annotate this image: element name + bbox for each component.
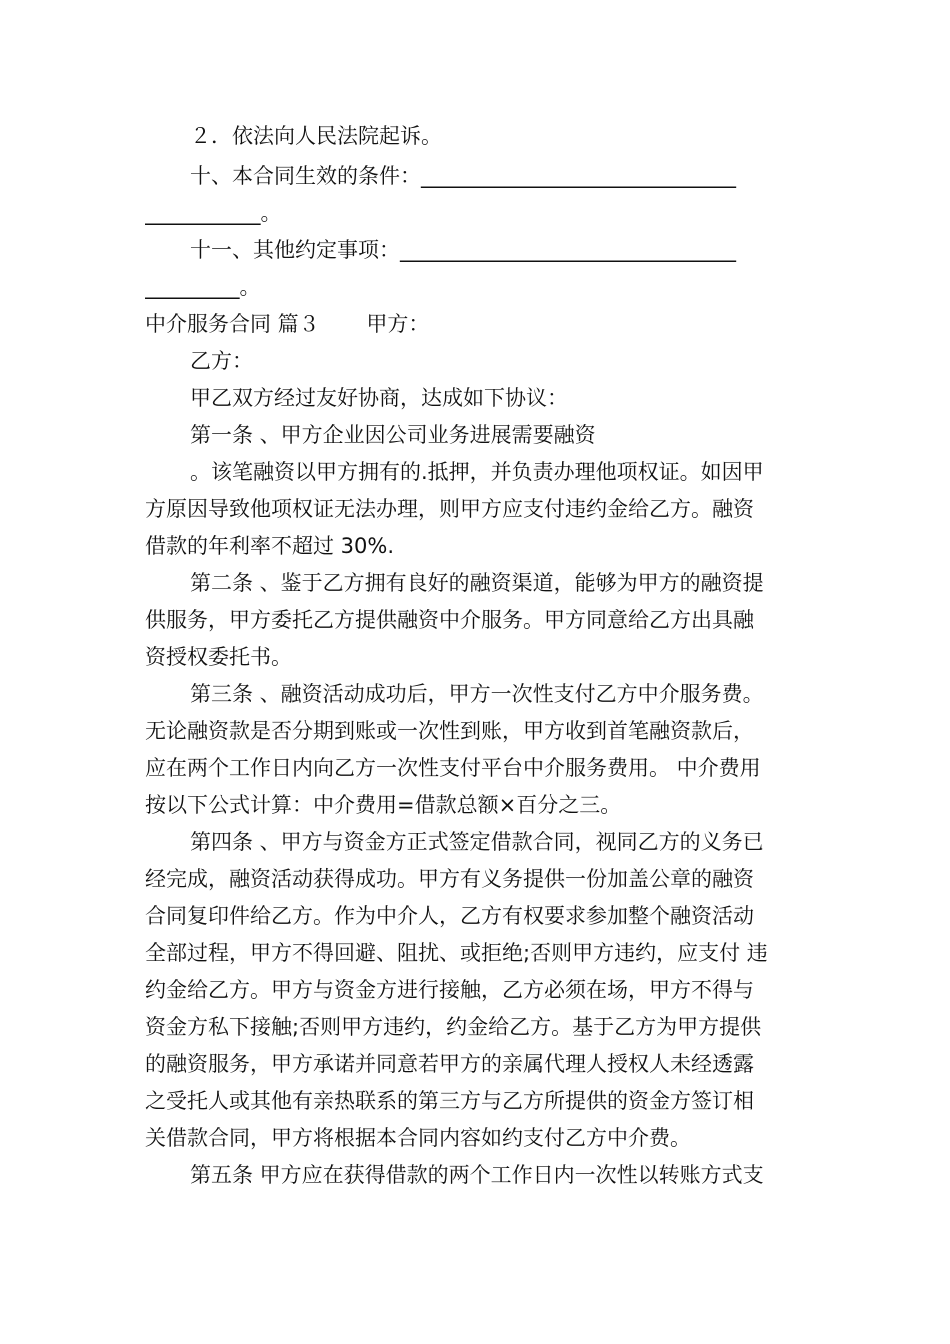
article-2-line-2: 供服务，甲方委托乙方提供融资中介服务。甲方同意给乙方出具融 <box>145 608 754 632</box>
article-1-line-3: 方原因导致他项权证无法办理，则甲方应支付违约金给乙方。融资 <box>145 497 754 521</box>
article-4-line-2: 经完成，融资活动获得成功。甲方有义务提供一份加盖公章的融资 <box>145 867 754 891</box>
article-4-line-8: 之受托人或其他有亲热联系的第三方与乙方所提供的资金方签订相 <box>145 1089 754 1113</box>
article-3-line-4: 按以下公式计算：中介费用=借款总额×百分之三。 <box>145 793 622 817</box>
article-4-line-7: 的融资服务，甲方承诺并同意若甲方的亲属代理人授权人未经透露 <box>145 1052 754 1076</box>
article-2-line-3: 资授权委托书。 <box>145 645 292 669</box>
section-heading-row <box>145 310 805 338</box>
clause-11-blank-continuation: _________。 <box>145 275 261 299</box>
article-4-line-3: 合同复印件给乙方。作为中介人，乙方有权要求参加整个融资活动 <box>145 904 754 928</box>
article-4-line-6: 资金方私下接触;否则甲方违约，约金给乙方。基于乙方为甲方提供 <box>145 1015 762 1039</box>
article-3-line-3: 应在两个工作日内向乙方一次性支付平台中介服务费用。 中介费用 <box>145 756 761 780</box>
clause-10-blank-continuation: ___________。 <box>145 201 282 225</box>
section-title: 中介服务合同 篇３ <box>145 312 320 336</box>
article-1-line-2: 。该笔融资以甲方拥有的.抵押，并负责办理他项权证。如因甲 <box>190 460 764 484</box>
party-a-label: 甲方： <box>366 312 430 336</box>
article-4-line-4: 全部过程，甲方不得回避、阻扰、或拒绝;否则甲方违约，应支付 违 <box>145 941 768 965</box>
article-5-line-1: 第五条 甲方应在获得借款的两个工作日内一次性以转账方式支 <box>190 1163 764 1187</box>
article-4-line-5: 约金给乙方。甲方与资金方进行接触，乙方必须在场，甲方不得与 <box>145 978 754 1002</box>
party-b-label: 乙方： <box>190 349 253 373</box>
list-item-sue: ２．依法向人民法院起诉。 <box>190 124 442 148</box>
clause-10-effective-conditions: 十、本合同生效的条件：______________________________ <box>190 164 736 188</box>
article-4-line-1: 第四条 、甲方与资金方正式签定借款合同，视同乙方的义务已 <box>190 830 764 854</box>
article-3-line-2: 无论融资款是否分期到账或一次性到账，甲方收到首笔融资款后， <box>145 719 754 743</box>
agreement-intro: 甲乙双方经过友好协商，达成如下协议： <box>190 386 568 410</box>
article-4-line-9: 关借款合同，甲方将根据本合同内容如约支付乙方中介费。 <box>145 1126 691 1150</box>
article-1-line-4: 借款的年利率不超过 30%. <box>145 534 395 558</box>
article-3-line-1: 第三条 、融资活动成功后，甲方一次性支付乙方中介服务费。 <box>190 682 764 706</box>
article-1-line-1: 第一条 、甲方企业因公司业务进展需要融资 <box>190 423 596 447</box>
article-2-line-1: 第二条 、鉴于乙方拥有良好的融资渠道，能够为甲方的融资提 <box>190 571 764 595</box>
clause-11-other-matters: 十一、其他约定事项：________________________________ <box>190 238 736 262</box>
